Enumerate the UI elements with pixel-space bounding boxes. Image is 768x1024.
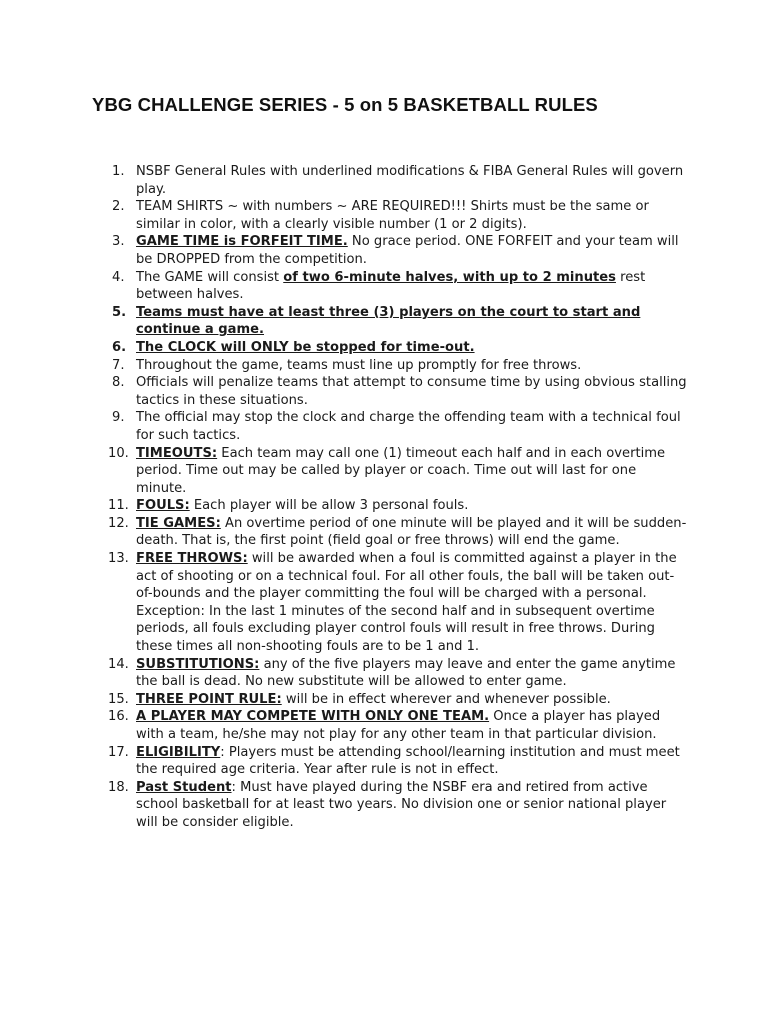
rule-heading: ELIGIBILITY [136, 744, 221, 760]
rule-text: will be awarded when a foul is committed against a player in the act of shooting or on a technical foul. For all other fouls, the ball will be taken out-of-bounds and the player committing the foul will be charged with a personal. Exception: In the last 1 minutes of the second half and in subsequent overtime periods, all fouls excluding player control fouls will result in free throws. During these times all non-shooting fouls are to be 1 and 1. [136, 551, 677, 655]
rules-list [108, 163, 688, 832]
rule-heading: Past Student [136, 779, 232, 795]
rule-text: any of the five players may leave and enter the game anytime the ball is dead. No new substitute will be allowed to enter game. [136, 656, 676, 690]
rule-text-post: rest between halves. [136, 269, 646, 303]
rule-text: TEAM SHIRTS ~ with numbers ~ ARE REQUIRED!!! Shirts must be the same or similar in color, with a clearly visible number (1 or 2 digits). [136, 199, 649, 232]
rule-number: 6. [112, 339, 127, 355]
rule-heading: THREE POINT RULE: [136, 691, 282, 707]
rule-number: 18. [108, 779, 129, 795]
rule-12 [108, 515, 688, 550]
rule-emphasis: of two 6-minute halves, with up to 2 minutes [283, 269, 616, 285]
rule-4 [108, 269, 688, 304]
rule-text: Officials will penalize teams that attempt to consume time by using obvious stalling tactics in these situations. [136, 375, 687, 408]
rule-number: 5. [112, 304, 127, 320]
rule-number: 4. [112, 269, 125, 285]
rule-number: 10. [108, 445, 129, 461]
rule-1 [108, 163, 688, 198]
rule-number: 13. [108, 551, 129, 567]
rule-5 [108, 304, 688, 339]
rule-text: No grace period. ONE FORFEIT and your team will be DROPPED from the competition. [136, 234, 679, 267]
rule-heading: TIMEOUTS: [136, 445, 218, 461]
rule-text: The official may stop the clock and charge the offending team with a technical foul for such tactics. [136, 410, 681, 443]
rule-text: Teams must have at least three (3) players on the court to start and continue a game. [136, 304, 641, 338]
rule-number: 1. [112, 164, 125, 179]
rule-number: 16. [108, 709, 129, 725]
rule-text-pre: The GAME will consist [136, 269, 284, 285]
rule-heading: SUBSTITUTIONS: [136, 656, 260, 672]
page-title: YBG CHALLENGE SERIES - 5 on 5 BASKETBALL RULES [92, 94, 598, 115]
rule-number: 11. [108, 498, 129, 514]
rule-heading: FOULS: [136, 498, 190, 514]
rule-7 [108, 357, 688, 375]
rule-18 [108, 779, 688, 832]
rule-number: 8. [112, 375, 125, 391]
rule-text: An overtime period of one minute will be played and it will be sudden-death. That is, the first point (field goal or free throws) will end the game. [136, 515, 687, 549]
rule-8 [108, 374, 688, 409]
rule-number: 15. [108, 691, 129, 707]
rule-text: Each player will be allow 3 personal fouls. [189, 498, 469, 514]
rule-number: 7. [112, 357, 125, 373]
rule-number: 3. [112, 234, 125, 250]
rule-number: 2. [112, 199, 125, 215]
rule-number: 17. [108, 744, 129, 760]
rule-text: Each team may call one (1) timeout each half and in each overtime period. Time out may be called by player or coach. Time out will last for one minute. [136, 445, 666, 496]
rule-11 [108, 497, 688, 515]
rule-14 [108, 656, 688, 691]
rule-9 [108, 409, 688, 444]
rule-text: Once a player has played with a team, he/she may not play for any other team in that particular division. [136, 709, 661, 742]
rule-17 [108, 744, 688, 779]
rule-6 [108, 339, 688, 357]
rule-number: 14. [108, 656, 129, 672]
rule-heading: TIE GAMES: [136, 515, 221, 531]
rule-text: The CLOCK will ONLY be stopped for time-out. [136, 339, 475, 355]
rule-2 [108, 198, 688, 233]
rule-10 [108, 445, 688, 498]
rule-text: will be in effect wherever and whenever possible. [281, 691, 611, 707]
rule-text: Throughout the game, teams must line up promptly for free throws. [136, 357, 582, 373]
rule-text: : Players must be attending school/learning institution and must meet the required age criteria. Year after rule is not in effect. [136, 744, 680, 778]
rule-heading: FREE THROWS: [136, 551, 248, 567]
rule-text: NSBF General Rules with underlined modifications & FIBA General Rules will govern play. [136, 164, 684, 197]
rule-13 [108, 550, 688, 656]
rule-number: 9. [112, 410, 125, 426]
rule-heading: A PLAYER MAY COMPETE WITH ONLY ONE TEAM. [136, 709, 490, 725]
rule-heading: GAME TIME is FORFEIT TIME. [136, 234, 348, 250]
rule-text: : Must have played during the NSBF era and retired from active school basketball for at least two years. No division one or senior national player will be consider eligible. [136, 779, 667, 830]
rule-number: 12. [108, 515, 129, 531]
rule-3 [108, 233, 688, 268]
rule-16 [108, 708, 688, 743]
rule-15 [108, 691, 688, 709]
